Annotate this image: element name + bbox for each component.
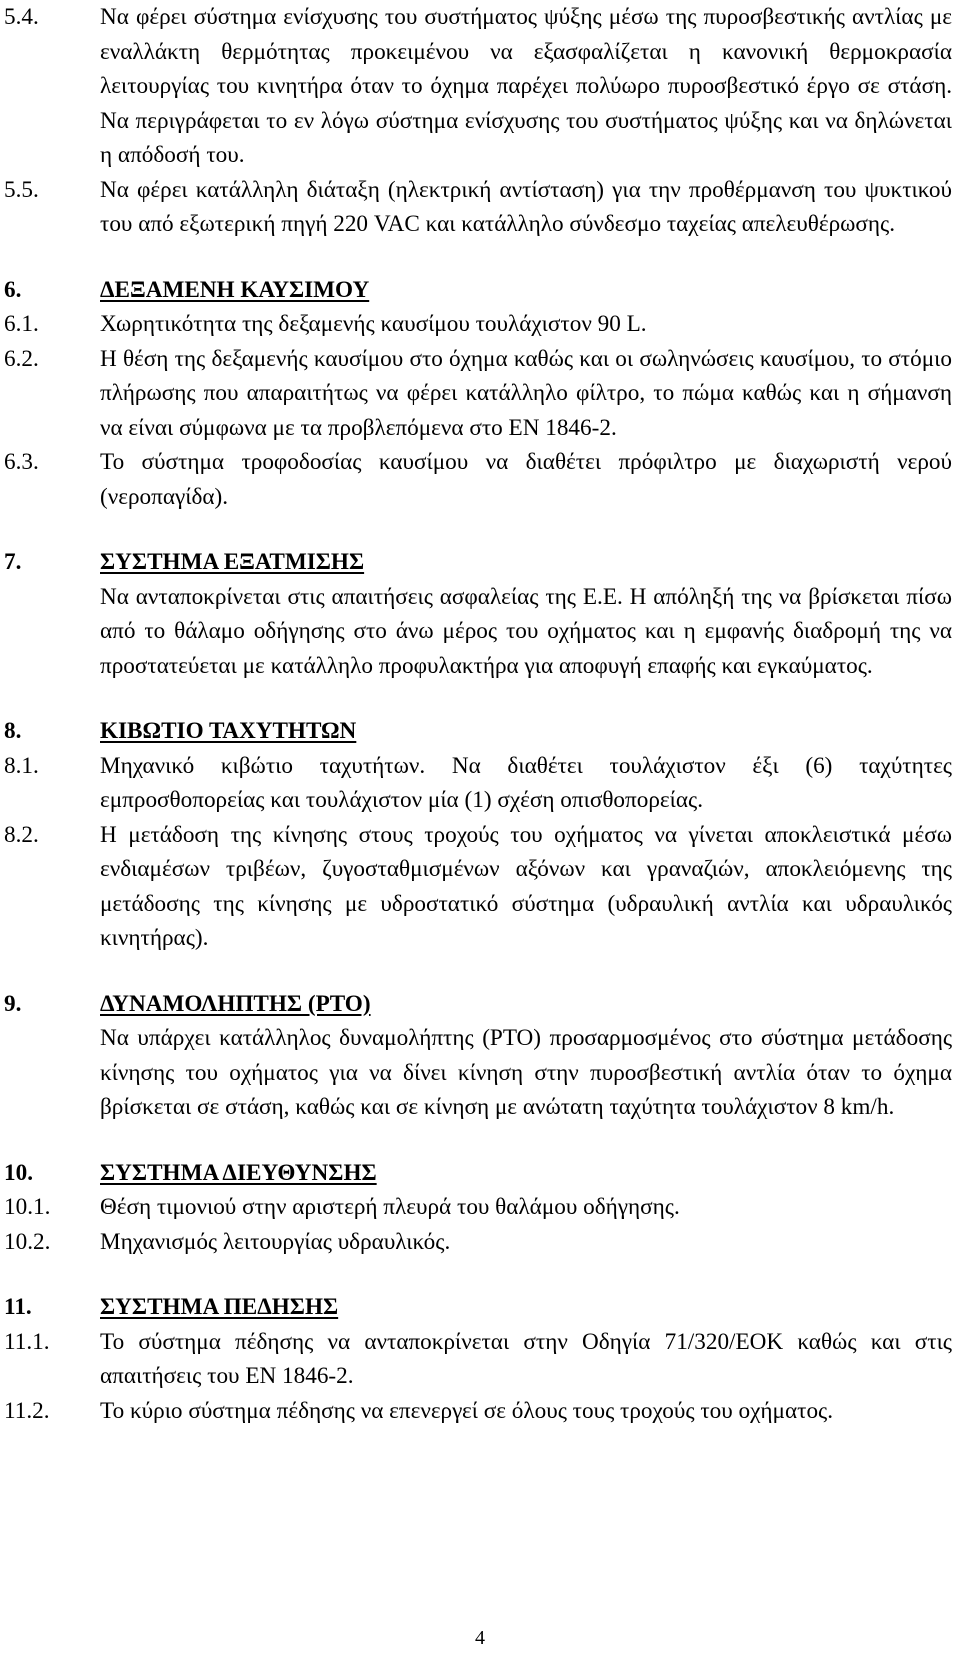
- clause-text: Το κύριο σύστημα πέδησης να επενεργεί σε όλους τους τροχούς του οχήματος.: [100, 1397, 834, 1424]
- section-7-body: [4, 580, 952, 684]
- clause-text: Η μετάδοση της κίνησης στους τροχούς του οχήματος να γίνεται αποκλειστικά μέσω ενδιαμέσων τριβέων, ζυγοσταθμισμένων αξόνων και γραναζιών, αποκλειόμενης της μετάδοσης της κίνησης με υδροστατικό σύστημα (υδραυλική αντλία και υδραυλικός κινητήρας).: [100, 821, 952, 951]
- clause-number: 8.1.: [4, 752, 39, 779]
- clause-number: 6.1.: [4, 311, 39, 337]
- document-page: [4, 0, 952, 1428]
- section-heading-7: [4, 545, 952, 580]
- clause-text: Να φέρει κατάλληλη διάταξη (ηλεκτρική αντίσταση) για την προθέρμανση του ψυκτικού του από εξωτερική πηγή 220 VAC και κατάλληλο σύνδεσμο ταχείας απελευθέρωσης.: [100, 176, 952, 237]
- section-number: 10.: [4, 1159, 33, 1186]
- clause-11-2: [4, 1394, 952, 1429]
- section-title: ΣΥΣΤΗΜΑ ΔΙΕΥΘΥΝΣΗΣ: [100, 1159, 377, 1186]
- clause-6-1: [4, 307, 952, 342]
- section-title: ΣΥΣΤΗΜΑ ΠΕΔΗΣΗΣ: [100, 1294, 339, 1320]
- clause-text: Χωρητικότητα της δεξαμενής καυσίμου τουλάχιστον 90 L.: [100, 311, 647, 337]
- clause-text: Το σύστημα τροφοδοσίας καυσίμου να διαθέτει πρόφιλτρο με διαχωριστή νερού (νεροπαγίδα).: [100, 449, 952, 510]
- clause-text: Να υπάρχει κατάλληλος δυναμολήπτης (PTO) προσαρμοσμένος στο σύστημα μετάδοσης κίνησης του οχήματος για να δίνει κίνηση στην πυροσβεστική αντλία όταν το όχημα βρίσκεται σε στάση, καθώς και σε κίνηση με ανώτατη ταχύτητα τουλάχιστον 8 km/h.: [100, 1025, 952, 1120]
- section-title: ΣΥΣΤΗΜΑ ΕΞΑΤΜΙΣΗΣ: [100, 549, 365, 575]
- section-number: 8.: [4, 718, 22, 744]
- section-number: 9.: [4, 990, 22, 1017]
- clause-6-3: [4, 445, 952, 514]
- clause-text: Να φέρει σύστημα ενίσχυσης του συστήματος ψύξης μέσω της πυροσβεστικής αντλίας με εναλλάκτη θερμότητας προκειμένου να εξασφαλίζεται η κανονική θερμοκρασία λειτουργίας του κινητήρα όταν το όχημα παρέχει πολύωρο πυροσβεστικό έργο σε στάση. Να περιγράφεται το εν λόγω σύστημα ενίσχυσης του συστήματος ψύξης και να δηλώνεται η απόδοσή του.: [100, 4, 952, 168]
- section-9-body: [4, 1021, 952, 1125]
- clause-5-4: [4, 0, 952, 173]
- clause-number: 10.2.: [4, 1228, 51, 1255]
- clause-number: 5.4.: [4, 4, 39, 30]
- section-heading-10: [4, 1156, 952, 1191]
- section-heading-11: [4, 1290, 952, 1325]
- section-title: ΔΥΝΑΜΟΛΗΠΤΗΣ (PTO): [100, 990, 371, 1017]
- clause-8-1: [4, 749, 952, 818]
- clause-11-1: [4, 1325, 952, 1394]
- clause-number: 11.2.: [4, 1397, 50, 1424]
- clause-text: Μηχανισμός λειτουργίας υδραυλικός.: [100, 1228, 451, 1255]
- section-number: 7.: [4, 549, 22, 575]
- clause-10-1: [4, 1190, 952, 1225]
- clause-5-5: [4, 173, 952, 242]
- section-heading-9: [4, 987, 952, 1022]
- page-number: 4: [475, 1627, 485, 1649]
- section-title: ΚΙΒΩΤΙΟ ΤΑΧΥΤΗΤΩΝ: [100, 718, 357, 744]
- section-title: ΔΕΞΑΜΕΝΗ ΚΑΥΣΙΜΟΥ: [100, 276, 370, 303]
- clause-text: Η θέση της δεξαμενής καυσίμου στο όχημα καθώς και οι σωληνώσεις καυσίμου, το στόμιο πλήρωσης που απαραιτήτως να φέρει κατάλληλο φίλτρο, το πώμα καθώς και η σήμανση να είναι σύμφωνα με τα προβλεπόμενα στο EN 1846-2.: [100, 345, 952, 441]
- clause-number: 6.3.: [4, 449, 39, 475]
- clause-number: 11.1.: [4, 1328, 50, 1355]
- section-number: 11.: [4, 1294, 32, 1320]
- clause-number: 10.1.: [4, 1194, 51, 1220]
- section-heading-6: [4, 273, 952, 308]
- clause-text: Θέση τιμονιού στην αριστερή πλευρά του θαλάμου οδήγησης.: [100, 1194, 680, 1220]
- clause-number: 5.5.: [4, 176, 39, 203]
- clause-text: Μηχανικό κιβώτιο ταχυτήτων. Να διαθέτει τουλάχιστον έξι (6) ταχύτητες εμπροσθοπορείας και τουλάχιστον μία (1) σχέση οπισθοπορείας.: [100, 752, 952, 813]
- clause-10-2: [4, 1225, 952, 1260]
- clause-number: 8.2.: [4, 821, 39, 848]
- clause-number: 6.2.: [4, 345, 39, 372]
- clause-6-2: [4, 342, 952, 446]
- clause-text: Το σύστημα πέδησης να ανταποκρίνεται στην Οδηγία 71/320/ΕΟΚ καθώς και στις απαιτήσεις του EN 1846-2.: [100, 1328, 952, 1389]
- section-number: 6.: [4, 276, 22, 303]
- section-heading-8: [4, 714, 952, 749]
- clause-text: Να ανταποκρίνεται στις απαιτήσεις ασφαλείας της Ε.Ε. Η απόληξή της να βρίσκεται πίσω από το θάλαμο οδήγησης στο άνω μέρος του οχήματος και η εμφανής διαδρομή της να προστατεύεται με κατάλληλο προφυλακτήρα για αποφυγή επαφής και εγκαύματος.: [100, 583, 952, 679]
- clause-8-2: [4, 818, 952, 956]
